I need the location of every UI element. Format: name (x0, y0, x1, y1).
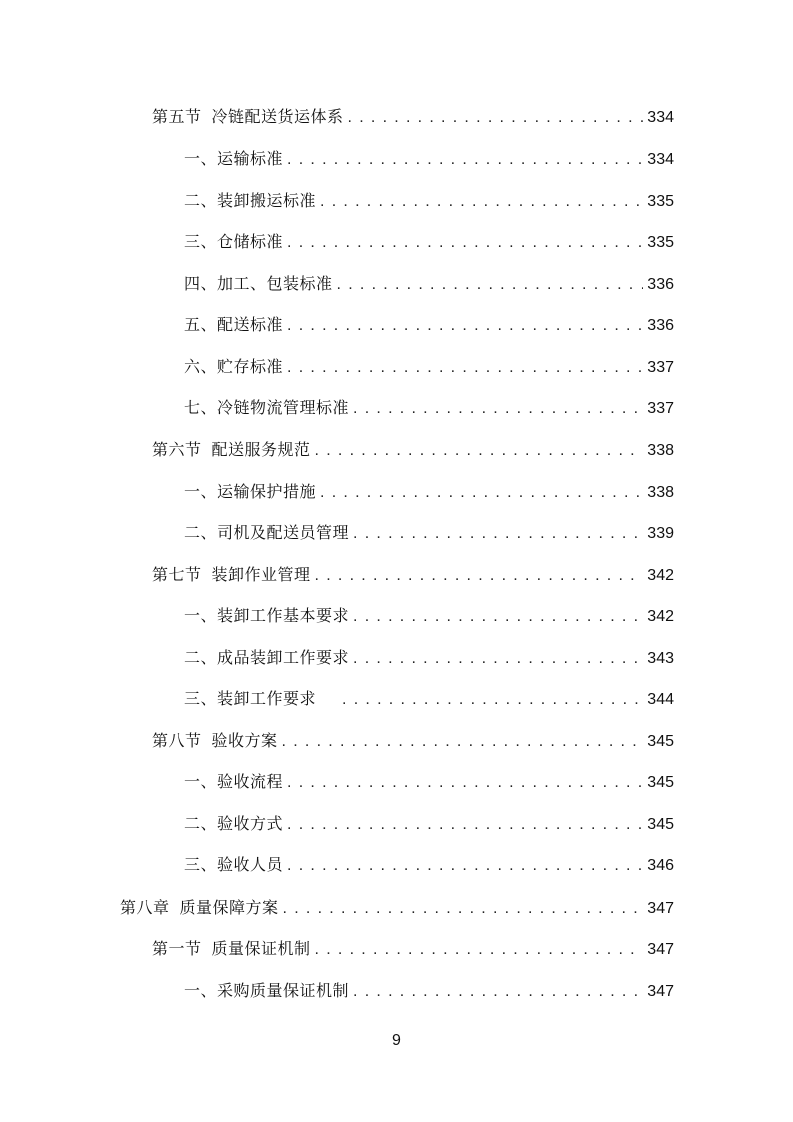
dot-leader (287, 228, 643, 256)
dot-leader (342, 685, 643, 713)
toc-entry-item[interactable] (184, 519, 674, 547)
toc-entry-page: 339 (647, 525, 674, 542)
toc-entry-page: 335 (647, 234, 674, 251)
dot-leader (287, 851, 643, 879)
dot-leader (353, 977, 643, 1005)
toc-entry-page: 337 (647, 359, 674, 376)
toc-entry-page: 335 (647, 193, 674, 210)
toc-entry-item[interactable] (184, 353, 674, 381)
toc-entry-label: 冷链配送货运体系 (211, 107, 344, 126)
toc-entry-item[interactable] (184, 977, 674, 1005)
toc-entry-item[interactable] (184, 768, 674, 796)
toc-entry-chapter[interactable] (120, 894, 674, 922)
toc-entry-label: 验收方案 (211, 731, 278, 750)
toc-entry-section[interactable] (152, 727, 674, 755)
page-number: 9 (392, 1032, 401, 1049)
toc-entry-title: 六、贮存标准 (184, 357, 284, 376)
toc-entry-label: 质量保障方案 (179, 898, 279, 917)
toc-entry-page: 345 (647, 816, 674, 833)
toc-entry-page: 336 (647, 276, 674, 293)
dot-leader (320, 478, 643, 506)
toc-entry-page: 346 (647, 857, 674, 874)
toc-entry-page: 347 (647, 983, 674, 1000)
toc-entry-section[interactable] (152, 935, 674, 963)
toc-entry-title: 七、冷链物流管理标准 (184, 398, 350, 417)
dot-leader (348, 103, 644, 131)
toc-entry-title: 二、装卸搬运标准 (184, 191, 317, 210)
toc-entry-section[interactable] (152, 561, 674, 589)
toc-entry-number: 第六节 (152, 440, 202, 459)
toc-entry-title (152, 935, 311, 963)
toc-entry-title: 五、配送标准 (184, 315, 284, 334)
toc-entry-title (120, 894, 279, 922)
toc-entry-page: 345 (647, 733, 674, 750)
toc-entry-page: 347 (647, 900, 674, 917)
toc-entry-title: 一、运输标准 (184, 149, 284, 168)
toc-entry-item[interactable] (184, 270, 674, 298)
toc-entry-page: 344 (647, 691, 674, 708)
dot-leader (287, 810, 643, 838)
toc-entry-label: 配送服务规范 (211, 440, 311, 459)
toc-entry-page: 347 (647, 941, 674, 958)
toc-entry-section[interactable] (152, 103, 674, 131)
toc-entry-page: 334 (647, 109, 674, 126)
toc-entry-title: 一、采购质量保证机制 (184, 981, 350, 1000)
toc-entry-page: 334 (647, 151, 674, 168)
toc-entry-number: 第八章 (120, 898, 170, 917)
dot-leader (353, 394, 643, 422)
dot-leader (287, 145, 643, 173)
dot-leader (353, 602, 643, 630)
toc-entry-title: 二、验收方式 (184, 814, 284, 833)
dot-leader (337, 270, 644, 298)
toc-entry-page: 338 (647, 484, 674, 501)
toc-entry-title: 三、验收人员 (184, 855, 284, 874)
dot-leader (287, 353, 643, 381)
toc-entry-title: 二、司机及配送员管理 (184, 523, 350, 542)
toc-entry-title: 一、运输保护措施 (184, 482, 317, 501)
toc-entry-page: 343 (647, 650, 674, 667)
dot-leader (287, 768, 643, 796)
dot-leader (282, 727, 644, 755)
toc-entry-page: 342 (647, 567, 674, 584)
toc-entry-title (152, 561, 311, 589)
toc-entry-section[interactable] (152, 436, 674, 464)
toc-entry-item[interactable] (184, 644, 674, 672)
toc-entry-page: 336 (647, 317, 674, 334)
toc-entry-page: 342 (647, 608, 674, 625)
toc-entry-title: 四、加工、包装标准 (184, 274, 333, 293)
toc-entry-item[interactable] (184, 228, 674, 256)
dot-leader (315, 436, 644, 464)
dot-leader (315, 561, 644, 589)
toc-entry-item[interactable] (184, 810, 674, 838)
toc-entry-number: 第八节 (152, 731, 202, 750)
toc-entry-title: 一、验收流程 (184, 772, 284, 791)
toc-entry-title: 一、装卸工作基本要求 (184, 606, 350, 625)
dot-leader (353, 644, 643, 672)
toc-entry-item[interactable] (184, 187, 674, 215)
toc-entry-item[interactable] (184, 602, 674, 630)
toc-entry-item[interactable] (184, 685, 674, 713)
toc-entry-label: 质量保证机制 (211, 939, 311, 958)
toc-entry-item[interactable] (184, 478, 674, 506)
toc-entry-title (152, 103, 344, 131)
toc-entry-label: 装卸作业管理 (211, 565, 311, 584)
toc-entry-page: 338 (647, 442, 674, 459)
dot-leader (353, 519, 643, 547)
toc-entry-page: 345 (647, 774, 674, 791)
dot-leader (320, 187, 643, 215)
toc-entry-number: 第七节 (152, 565, 202, 584)
toc-entry-page: 337 (647, 400, 674, 417)
dot-leader (315, 935, 644, 963)
toc-entry-title (152, 436, 311, 464)
dot-leader (283, 894, 644, 922)
toc-entry-item[interactable] (184, 145, 674, 173)
toc-entry-item[interactable] (184, 394, 674, 422)
dot-leader (287, 311, 643, 339)
toc-entry-title: 三、装卸工作要求 (184, 689, 317, 708)
toc-entry-title (152, 727, 278, 755)
toc-entry-item[interactable] (184, 311, 674, 339)
toc-entry-number: 第一节 (152, 939, 202, 958)
toc-entry-title: 二、成品装卸工作要求 (184, 648, 350, 667)
toc-entry-item[interactable] (184, 851, 674, 879)
toc-entry-number: 第五节 (152, 107, 202, 126)
toc-entry-title: 三、仓储标准 (184, 232, 284, 251)
